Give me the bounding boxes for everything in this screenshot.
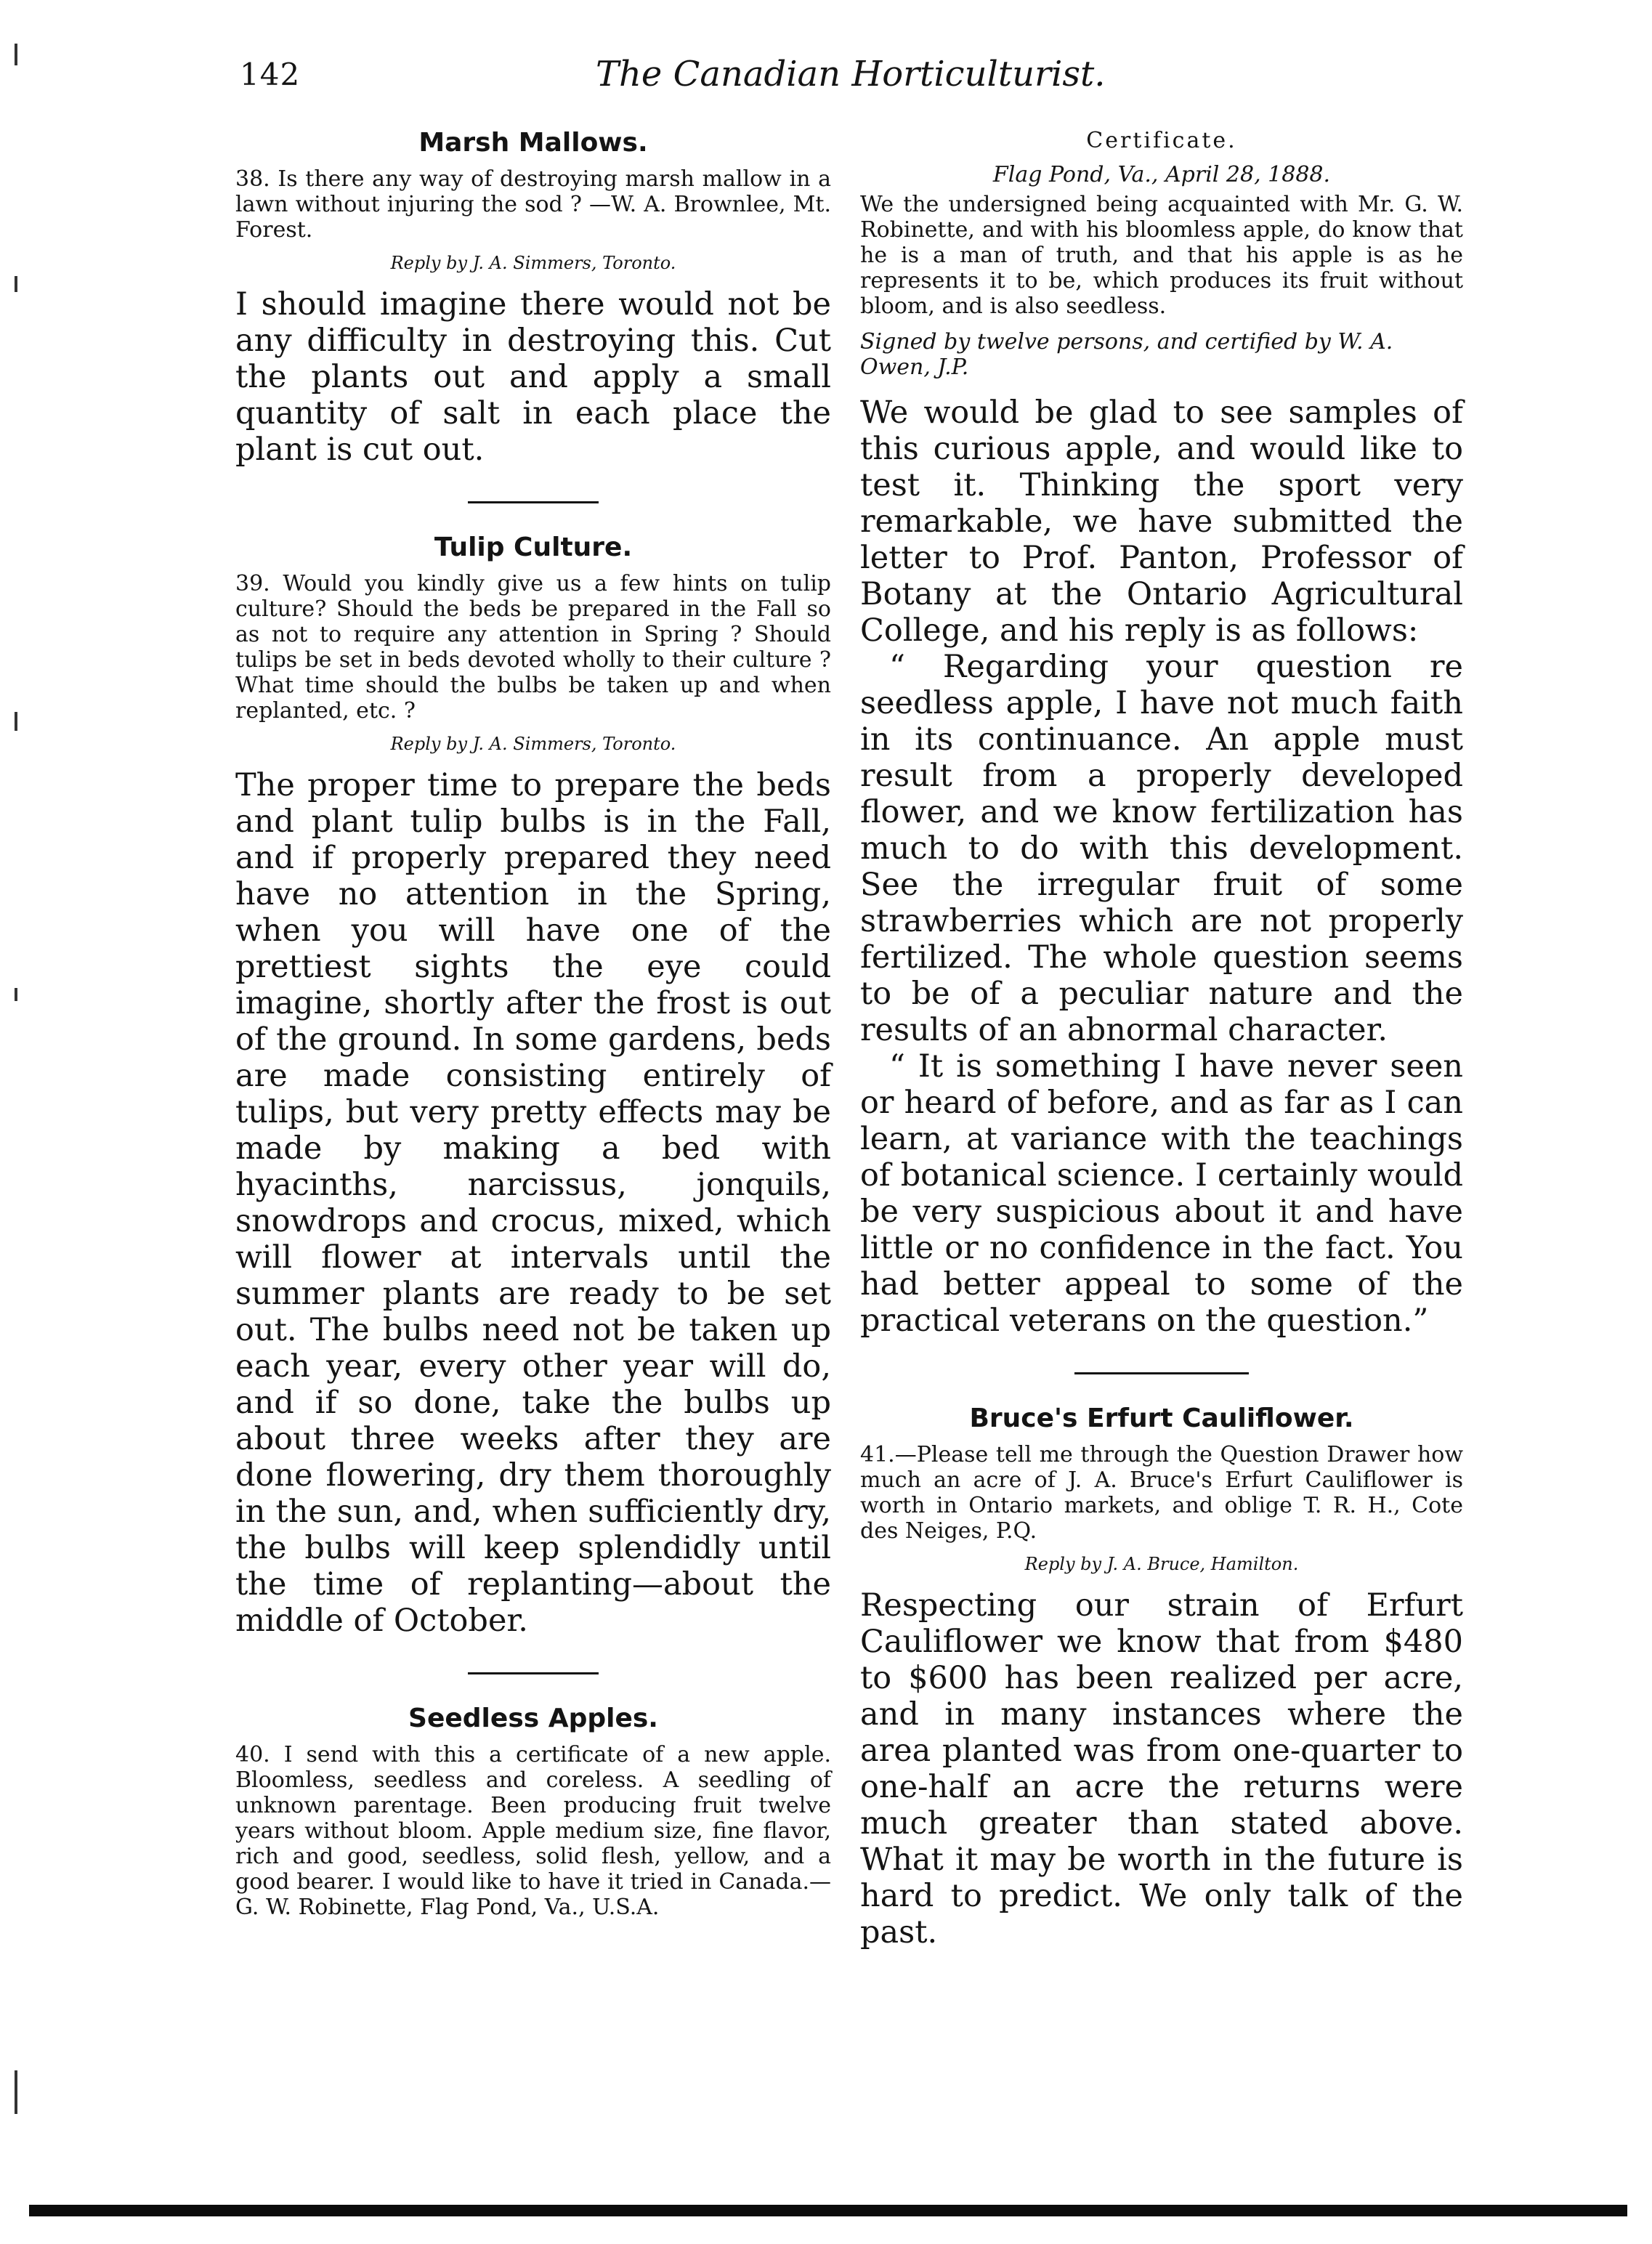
margin-speck	[15, 2070, 17, 2114]
certificate-signature: Signed by twelve persons, and certified by W. A. Owen, J.P.	[860, 329, 1393, 380]
answer-paragraph: “ It is something I have never seen or heard of before, and as far as I can learn, at variance with the teachings of botanical science. I certainly would be very suspicious about it and have little or no confidence in the fact. You had better appeal to some of the practical veterans on the question.”	[860, 1048, 1463, 1339]
answer-paragraph: We would be glad to see samples of this curious apple, and would like to test it. Thinking the sport very remarkable, we have submitted the letter to Prof. Panton, Professor of Botany at the Ontario Agricultural College, and his reply is as follows:	[860, 394, 1463, 649]
section-heading: Certificate.	[1086, 128, 1237, 153]
bottom-border	[29, 2205, 1627, 2216]
section-heading: Seedless Apples.	[408, 1704, 658, 1733]
certificate-body: We the undersigned being acquainted with Mr. G. W. Robinette, and with his bloomless apple, do know that he is a man of truth, and that his apple is as he represents it to be, which produces its fruit without bloom, and is also seedless.	[860, 192, 1463, 319]
section-heading: Tulip Culture.	[434, 532, 633, 562]
section-divider	[468, 501, 599, 503]
margin-speck	[15, 276, 17, 292]
right-column	[860, 128, 1463, 1951]
section-divider	[468, 1672, 599, 1674]
seedless-apples-section	[235, 1704, 831, 1920]
section-divider	[1074, 1372, 1249, 1374]
section-heading: Marsh Mallows.	[418, 128, 648, 158]
answer-text: The proper time to prepare the beds and plant tulip bulbs is in the Fall, and if properly prepared they need have no attention in the Spring, when you will have one of the prettiest sights the eye could imagine, shortly after the frost is out of the ground. In some gardens, beds are made consisting entirely of tulips, but very pretty effects may be made by making a bed with hyacinths, narcissus, jonquils, snowdrops and crocus, mixed, which will flower at intervals until the summer plants are ready to be set out. The bulbs need not be taken up each year, every other year will do, and if so done, take the bulbs up about three weeks after they are done flowering, dry them thoroughly in the sun, and, when sufficiently dry, the bulbs will keep splendidly until the time of replanting—about the middle of October.	[235, 767, 831, 1639]
question-text: 41.—Please tell me through the Question Drawer how much an acre of J. A. Bruce's Erfurt Cauliflower is worth in Ontario markets, and oblige T. R. H., Cote des Neiges, P.Q.	[860, 1442, 1463, 1544]
page-number: 142	[240, 57, 301, 92]
margin-speck	[15, 712, 17, 731]
cauliflower-section	[860, 1403, 1463, 1951]
certificate-dateline: Flag Pond, Va., April 28, 1888.	[992, 162, 1331, 187]
margin-speck	[15, 44, 17, 65]
left-column	[235, 128, 831, 1920]
question-text: 39. Would you kindly give us a few hints on tulip culture? Should the beds be prepared in the Fall so as not to require any attention in Spring ? Should tulips be set in beds devoted wholly to their culture ? What time should the bulbs be taken up and when replanted, etc. ?	[235, 571, 831, 724]
answer-text: I should imagine there would not be any difficulty in destroying this. Cut the plants out and apply a small quantity of salt in each place the plant is cut out.	[235, 286, 831, 468]
marsh-mallows-section	[235, 128, 831, 468]
certificate-section	[860, 128, 1463, 380]
margin-speck	[15, 988, 17, 1001]
reply-byline: Reply by J. A. Simmers, Toronto.	[390, 253, 676, 273]
running-title: The Canadian Horticulturist.	[596, 54, 1106, 94]
section-heading: Bruce's Erfurt Cauliflower.	[969, 1403, 1354, 1433]
reply-byline: Reply by J. A. Bruce, Hamilton.	[1024, 1554, 1299, 1574]
reply-byline: Reply by J. A. Simmers, Toronto.	[390, 734, 676, 754]
question-text: 40. I send with this a certificate of a new apple. Bloomless, seedless and coreless. A seedling of unknown parentage. Been producing fruit twelve years without bloom. Apple medium size, fine flavor, rich and good, seedless, solid flesh, yellow, and a good bearer. I would like to have it tried in Canada.—G. W. Robinette, Flag Pond, Va., U.S.A.	[235, 1742, 831, 1920]
question-text: 38. Is there any way of destroying marsh mallow in a lawn without injuring the sod ? —W. A. Brownlee, Mt. Forest.	[235, 166, 831, 243]
seedless-answer-section	[860, 394, 1463, 1339]
answer-text: Respecting our strain of Erfurt Cauliflower we know that from $480 to $600 has been realized per acre, and in many instances where the area planted was from one-quarter to one-half an acre the returns were much greater than stated above. What it may be worth in the future is hard to predict. We only talk of the past.	[860, 1587, 1463, 1951]
tulip-culture-section	[235, 532, 831, 1639]
answer-paragraph: “ Regarding your question re seedless apple, I have not much faith in its continuance. An apple must result from a properly developed flower, and we know fertilization has much to do with this development. See the irregular fruit of some strawberries which are not properly fertilized. The whole question seems to be of a peculiar nature and the results of an abnormal character.	[860, 649, 1463, 1048]
